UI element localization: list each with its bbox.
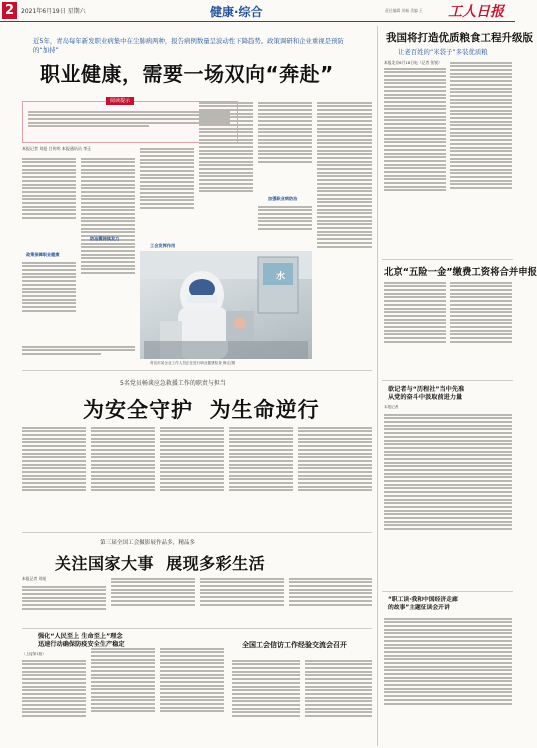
right-low-col1	[384, 412, 512, 588]
lead-subhead-2: 工会发挥作用	[150, 243, 176, 248]
lead-byline: 本报记者 刘旭 吕传明 本报通讯员 李正	[22, 146, 92, 151]
issue-date: 2021年6月19日 星期六	[21, 8, 86, 15]
brief-left-col2	[91, 646, 155, 746]
lead-headline: 职业健康，需要一场双向“奔赴”	[40, 62, 334, 86]
brief-mid-headline: 全国工会信访工作经验交流会召开	[242, 641, 347, 649]
right-divider-2	[382, 380, 513, 381]
brief-left-headline: 强化“人民至上 生命至上”理念 迅速行动确保防疫安全生产稳定	[38, 633, 125, 648]
lead-divider	[22, 370, 372, 371]
security-body-col3	[160, 425, 224, 527]
column-divider	[377, 26, 378, 746]
photo-contest-headline: 关注国家大事 展现多彩生活	[55, 554, 266, 573]
section-title: 健康·综合	[210, 5, 263, 19]
reading-tips-tag: 阅读提示	[106, 97, 134, 105]
security-divider	[22, 532, 372, 533]
lead-body-col5	[258, 100, 312, 194]
security-body-col2	[91, 425, 155, 527]
photo-contest-kicker: 第三届全国工会摄影展作品多，精品多	[100, 540, 196, 546]
lead-body-col4	[199, 100, 253, 242]
lead-subhead-4: 防治需持续发力	[90, 236, 120, 241]
right-top-subheadline: 让老百姓的“米袋子”多装优质粮	[398, 48, 488, 56]
right-divider-1	[382, 259, 513, 260]
right-top-col1	[384, 66, 446, 256]
security-body-col4	[229, 425, 293, 527]
right-bottom-col1	[384, 616, 512, 746]
lead-body-col1	[22, 156, 76, 252]
page-number-badge: 2	[2, 2, 17, 19]
lead-body-col3	[140, 146, 194, 242]
masthead-logo: 工人日报	[448, 4, 504, 20]
lead-photo-caption: 青岛市某企业工作人员正在进行职业健康检查 修正/摄	[150, 361, 236, 365]
right-mid-headline: 北京“五险一金”缴费工资将合并申报	[384, 267, 537, 278]
lead-photo	[140, 251, 312, 359]
contest-divider	[22, 628, 372, 629]
right-top-headline: 我国将打造优质粮食工程升级版	[386, 32, 533, 44]
lead-body-col1b	[22, 260, 76, 342]
security-body-col5	[298, 425, 372, 527]
page-header	[0, 0, 515, 22]
lead-subhead-1: 政策保障职业健康	[26, 252, 60, 257]
security-headline: 为安全守护 为生命逆行	[83, 398, 320, 422]
photo-contest-col4	[289, 576, 372, 624]
photo-contest-col2	[111, 576, 195, 624]
lead-subhead-3: 加强职业病防治	[268, 196, 298, 201]
right-low-headline: 欲记者与“历程社”当中先准 从党的奋斗中汲取前进力量	[388, 386, 465, 402]
lead-body-col2b	[22, 344, 135, 360]
right-top-byline: 本报北京6月18日电（记者 张锐）	[384, 60, 442, 65]
brief-mid-col1	[232, 658, 300, 746]
lead-kicker: 近5年，青岛每年新发职业病集中在尘肺病两种，报告病例数量呈波动性下降趋势。政策调研和企业重视是预防的“加持”	[33, 37, 344, 54]
header-rule	[0, 21, 515, 22]
right-low-byline: 本报记者	[384, 405, 399, 409]
lead-body-col2	[81, 156, 135, 342]
photo-contest-col1	[22, 584, 106, 624]
security-kicker: 5名党员畅谈应急救援工作的职责与担当	[120, 380, 226, 387]
brief-left-col1	[22, 658, 86, 746]
lead-body-col6	[317, 100, 372, 322]
brief-mid-col2	[305, 658, 372, 746]
lead-body-col5b	[258, 204, 312, 244]
photo-contest-byline: 本报记者 刘旭	[22, 576, 46, 581]
right-divider-3	[382, 591, 513, 592]
security-body-col1	[22, 425, 86, 527]
right-mid-col2	[450, 280, 512, 376]
right-top-col2	[450, 60, 512, 256]
editor-credit: 责任编辑 刘畅 美编 王	[385, 8, 423, 13]
right-mid-col1	[384, 280, 446, 376]
brief-left-col3	[160, 646, 224, 746]
svg-text:水: 水	[276, 272, 286, 282]
right-bottom-headline: “职工读·我和中国经济走廊 的故事”主题征读会开讲	[388, 597, 458, 611]
photo-contest-col3	[200, 576, 284, 624]
brief-left-byline: （上接第1版）	[22, 652, 46, 656]
